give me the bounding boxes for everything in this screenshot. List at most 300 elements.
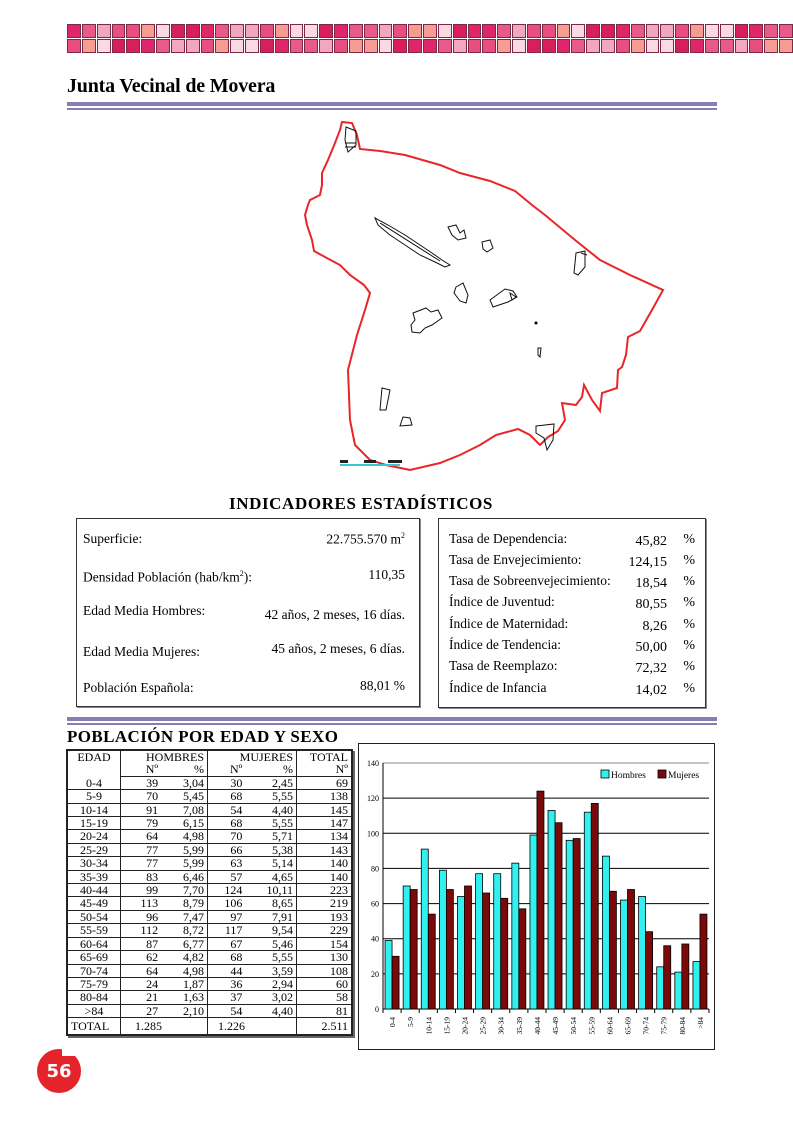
rate-value: 18,54	[635, 576, 667, 591]
cell-total: 134	[297, 830, 353, 843]
x-tick-label: 0-4	[388, 1017, 398, 1027]
cell-mujeres-pct: 5,14	[245, 857, 296, 870]
mosaic-tile	[112, 24, 126, 38]
mosaic-tile	[67, 24, 81, 38]
district-map-svg	[300, 115, 680, 475]
table-header-row	[67, 750, 352, 763]
cell-edad: 15-19	[67, 817, 121, 830]
cell-mujeres-pct: 5,38	[245, 843, 296, 856]
mosaic-tile	[438, 39, 452, 53]
population-table	[66, 749, 353, 1036]
cell-mujeres-pct: 2,45	[245, 776, 296, 789]
cell-total: 145	[297, 803, 353, 816]
cell-hombres-n: 24	[121, 977, 162, 990]
x-tick-label: 10-14	[424, 1017, 434, 1035]
mosaic-tile	[364, 39, 378, 53]
table-row	[67, 776, 352, 789]
bar-mujeres	[682, 944, 689, 1009]
cell-mujeres-n: 68	[208, 790, 246, 803]
cell-mujeres-n: 66	[208, 843, 246, 856]
cell-mujeres-pct: 4,65	[245, 870, 296, 883]
densidad-label: Densidad Población $(hab/km^2)$:	[83, 569, 252, 585]
mosaic-tile	[141, 24, 155, 38]
y-tick-label: 40	[371, 934, 379, 944]
mosaic-tile	[186, 39, 200, 53]
cell-mujeres-pct: 4,40	[245, 1004, 296, 1017]
mosaic-tile	[527, 24, 541, 38]
mosaic-tile	[453, 39, 467, 53]
x-tick-label: 60-64	[605, 1017, 615, 1035]
cell-total: 58	[297, 991, 353, 1004]
cell-edad: 5-9	[67, 790, 121, 803]
cell-total: 219	[297, 897, 353, 910]
mosaic-tile	[631, 24, 645, 38]
cell-hombres-n: 77	[121, 857, 162, 870]
x-tick-label: 70-74	[641, 1017, 651, 1035]
mosaic-tile	[690, 24, 704, 38]
mosaic-tile	[97, 24, 111, 38]
cell-hombres-pct: 4,98	[161, 830, 207, 843]
bar-mujeres	[555, 823, 562, 1009]
cell-hombres-n: 39	[121, 776, 162, 789]
mosaic-tile	[319, 39, 333, 53]
cell-total: 154	[297, 937, 353, 950]
mosaic-tile	[482, 39, 496, 53]
cell-total: 108	[297, 964, 353, 977]
cell-hombres-pct: 8,72	[161, 924, 207, 937]
table-row	[67, 817, 352, 830]
x-tick-label: >84	[695, 1017, 705, 1029]
x-tick-label: 55-59	[587, 1017, 597, 1035]
cell-hombres-n: 27	[121, 1004, 162, 1017]
cell-edad: 55-59	[67, 924, 121, 937]
bar-hombres	[458, 897, 465, 1009]
cell-hombres-n: 79	[121, 817, 162, 830]
header-edad: EDAD	[67, 750, 121, 776]
y-tick-label: 60	[371, 899, 379, 909]
table-row	[67, 843, 352, 856]
cell-mujeres-n: 117	[208, 924, 246, 937]
x-tick-label: 5-9	[406, 1017, 416, 1027]
mosaic-tile	[675, 39, 689, 53]
mosaic-tile	[631, 39, 645, 53]
mosaic-tile	[542, 39, 556, 53]
cell-mujeres-n: 54	[208, 803, 246, 816]
edad-media-hombres-value: 42 años, 2 meses, 16 días.	[264, 607, 405, 622]
mosaic-tile	[230, 24, 244, 38]
cell-total: 223	[297, 884, 353, 897]
cell-edad: 10-14	[67, 803, 121, 816]
mosaic-tile	[126, 24, 140, 38]
cell-edad: 20-24	[67, 830, 121, 843]
cell-edad: 30-34	[67, 857, 121, 870]
cell-hombres-pct: 5,99	[161, 843, 207, 856]
cell-hombres-n: 83	[121, 870, 162, 883]
header-hombres-n: Nº	[121, 763, 162, 776]
cell-hombres-n: 87	[121, 937, 162, 950]
page-title: Junta Vecinal de Movera	[67, 75, 276, 97]
rate-label: Índice de Tendencia:	[449, 637, 562, 652]
rate-unit: %	[683, 532, 695, 547]
rate-unit: %	[683, 617, 695, 632]
bar-mujeres	[700, 914, 707, 1009]
rate-value: 72,32	[635, 661, 667, 676]
table-row	[67, 790, 352, 803]
mosaic-tile	[735, 39, 749, 53]
cell-hombres-n: 112	[121, 924, 162, 937]
mosaic-tile	[260, 24, 274, 38]
bar-mujeres	[609, 891, 616, 1009]
district-boundary	[305, 122, 663, 470]
cell-edad: 25-29	[67, 843, 121, 856]
header-total-n: Nº	[297, 763, 353, 776]
legend-swatch-hombres	[601, 770, 609, 778]
mosaic-tile	[275, 24, 289, 38]
mosaic-tile	[660, 24, 674, 38]
densidad-value: 110,35	[368, 567, 405, 582]
cell-mujeres-n: 57	[208, 870, 246, 883]
cell-total: 140	[297, 870, 353, 883]
header-hombres-pct: %	[161, 763, 207, 776]
cell-edad: 45-49	[67, 897, 121, 910]
bar-hombres	[530, 835, 537, 1009]
total-label: TOTAL	[67, 1018, 121, 1036]
cell-mujeres-pct: 3,59	[245, 964, 296, 977]
mosaic-tile	[453, 24, 467, 38]
header-mujeres-n: Nº	[208, 763, 246, 776]
cell-mujeres-pct: 7,91	[245, 910, 296, 923]
mosaic-tile	[408, 39, 422, 53]
mosaic-tile	[705, 39, 719, 53]
indicators-rates-box	[438, 518, 706, 708]
mosaic-tile	[304, 24, 318, 38]
bar-mujeres	[519, 909, 526, 1009]
bar-hombres	[476, 874, 483, 1009]
mosaic-tile	[646, 24, 660, 38]
superficie-value: 22.755.570 $m^2$	[326, 531, 405, 547]
rate-unit: %	[683, 595, 695, 610]
cell-hombres-n: 64	[121, 964, 162, 977]
bar-mujeres	[591, 803, 598, 1009]
bar-mujeres	[465, 886, 472, 1009]
mosaic-tile	[230, 39, 244, 53]
bar-mujeres	[483, 893, 490, 1009]
cell-total: 81	[297, 1004, 353, 1017]
bar-hombres	[566, 840, 573, 1009]
cell-hombres-n: 99	[121, 884, 162, 897]
mosaic-tile	[690, 39, 704, 53]
indicators-general-box	[76, 518, 420, 707]
mosaic-tile	[779, 24, 793, 38]
edad-media-hombres-label: Edad Media Hombres:	[83, 603, 206, 618]
mosaic-tile	[156, 24, 170, 38]
table-row	[67, 1004, 352, 1017]
mosaic-tile	[779, 39, 793, 53]
mosaic-tile	[616, 39, 630, 53]
mosaic-tile	[334, 24, 348, 38]
legend-label-mujeres: Mujeres	[668, 771, 700, 781]
rate-value: 14,02	[635, 683, 667, 698]
bar-mujeres	[646, 932, 653, 1009]
cell-hombres-pct: 7,08	[161, 803, 207, 816]
rate-label: Tasa de Sobreenvejecimiento:	[449, 573, 611, 588]
cell-mujeres-pct: 5,71	[245, 830, 296, 843]
cell-mujeres-n: 30	[208, 776, 246, 789]
table-row	[67, 977, 352, 990]
mosaic-tile	[319, 24, 333, 38]
cell-total: 143	[297, 843, 353, 856]
x-tick-label: 30-34	[496, 1017, 506, 1035]
indicators-title: INDICADORES ESTADÍSTICOS	[229, 494, 493, 513]
total-total: 2.511	[297, 1018, 353, 1036]
mosaic-tile	[675, 24, 689, 38]
mosaic-tile	[97, 39, 111, 53]
x-tick-label: 50-54	[569, 1017, 579, 1035]
mosaic-tile	[393, 24, 407, 38]
table-row	[67, 937, 352, 950]
mosaic-tile	[571, 24, 585, 38]
cell-total: 60	[297, 977, 353, 990]
mosaic-tile	[586, 39, 600, 53]
mosaic-tile	[542, 24, 556, 38]
x-tick-label: 20-24	[460, 1017, 470, 1035]
header-mosaic-banner	[67, 24, 793, 53]
header-total: TOTAL	[297, 750, 353, 763]
mosaic-tile	[749, 39, 763, 53]
table-row	[67, 803, 352, 816]
bar-hombres	[421, 849, 428, 1009]
cell-mujeres-n: 68	[208, 951, 246, 964]
bar-mujeres	[501, 898, 508, 1009]
mosaic-tile	[423, 39, 437, 53]
mosaic-tile	[82, 39, 96, 53]
cell-mujeres-pct: 5,55	[245, 790, 296, 803]
cell-edad: 80-84	[67, 991, 121, 1004]
mosaic-tile	[468, 24, 482, 38]
cell-edad: 70-74	[67, 964, 121, 977]
rate-unit: %	[683, 659, 695, 674]
bar-hombres	[675, 972, 682, 1009]
bar-hombres	[494, 874, 501, 1009]
cell-hombres-pct: 3,04	[161, 776, 207, 789]
mosaic-tile	[735, 24, 749, 38]
mosaic-tile	[601, 24, 615, 38]
chart-svg	[359, 744, 714, 1049]
x-tick-label: 25-29	[478, 1017, 488, 1035]
bar-hombres	[584, 812, 591, 1009]
mosaic-tile	[215, 39, 229, 53]
title-divider-thin	[67, 108, 717, 110]
mosaic-tile	[245, 24, 259, 38]
table-row	[67, 857, 352, 870]
header-mujeres-pct: %	[245, 763, 296, 776]
cell-total: 140	[297, 857, 353, 870]
cell-edad: 0-4	[67, 776, 121, 789]
bar-mujeres	[392, 956, 399, 1009]
bar-hombres	[602, 856, 609, 1009]
rate-unit: %	[683, 681, 695, 696]
cell-mujeres-pct: 8,65	[245, 897, 296, 910]
mosaic-tile	[497, 24, 511, 38]
mosaic-tile	[423, 24, 437, 38]
section-divider-thin	[67, 723, 717, 725]
rate-value: 124,15	[628, 555, 667, 570]
bar-hombres	[385, 940, 392, 1009]
cell-mujeres-n: 70	[208, 830, 246, 843]
y-tick-label: 20	[371, 969, 379, 979]
bar-hombres	[693, 962, 700, 1009]
mosaic-tile	[245, 39, 259, 53]
bar-mujeres	[428, 914, 435, 1009]
mosaic-tile	[482, 24, 496, 38]
cell-mujeres-n: 37	[208, 991, 246, 1004]
cell-total: 193	[297, 910, 353, 923]
poblacion-espanola-label: Población Española:	[83, 680, 194, 695]
cell-edad: 35-39	[67, 870, 121, 883]
cell-hombres-n: 91	[121, 803, 162, 816]
table-total-row	[67, 1018, 352, 1036]
mosaic-tile	[349, 39, 363, 53]
mosaic-tile	[290, 24, 304, 38]
rate-unit: %	[683, 574, 695, 589]
cell-hombres-pct: 1,87	[161, 977, 207, 990]
cell-total: 147	[297, 817, 353, 830]
cell-hombres-pct: 6,15	[161, 817, 207, 830]
bar-hombres	[548, 810, 555, 1009]
cell-edad: 50-54	[67, 910, 121, 923]
mosaic-tile	[379, 24, 393, 38]
mosaic-tile	[141, 39, 155, 53]
mosaic-tile	[67, 39, 81, 53]
rate-value: 50,00	[635, 640, 667, 655]
table-row	[67, 830, 352, 843]
table-row	[67, 951, 352, 964]
table-row	[67, 884, 352, 897]
mosaic-tile	[438, 24, 452, 38]
map-point-marker	[535, 322, 538, 325]
section-divider-thick	[67, 717, 717, 721]
bar-mujeres	[664, 946, 671, 1009]
mosaic-tile	[586, 24, 600, 38]
scale-bar	[340, 460, 402, 465]
cell-mujeres-pct: 3,02	[245, 991, 296, 1004]
header-hombres: HOMBRES	[121, 750, 208, 763]
cell-hombres-pct: 2,10	[161, 1004, 207, 1017]
mosaic-tile	[290, 39, 304, 53]
y-tick-label: 120	[367, 794, 379, 804]
mosaic-tile	[616, 24, 630, 38]
rate-unit: %	[683, 638, 695, 653]
cell-mujeres-n: 124	[208, 884, 246, 897]
cell-hombres-pct: 5,99	[161, 857, 207, 870]
edad-media-mujeres-value: 45 años, 2 meses, 6 días.	[271, 641, 405, 656]
population-title: POBLACIÓN POR EDAD Y SEXO	[67, 727, 339, 746]
cell-hombres-pct: 6,46	[161, 870, 207, 883]
y-tick-label: 140	[367, 759, 379, 768]
table-row	[67, 991, 352, 1004]
mosaic-tile	[126, 39, 140, 53]
cell-mujeres-n: 36	[208, 977, 246, 990]
mosaic-tile	[171, 39, 185, 53]
cell-total: 69	[297, 776, 353, 789]
x-tick-label: 65-69	[623, 1017, 633, 1035]
bar-mujeres	[537, 791, 544, 1009]
mosaic-tile	[527, 39, 541, 53]
table-row	[67, 897, 352, 910]
rate-label: Índice de Juventud:	[449, 594, 555, 609]
edad-media-mujeres-label: Edad Media Mujeres:	[83, 644, 200, 659]
rate-label: Tasa de Dependencia:	[449, 531, 568, 546]
cell-hombres-n: 64	[121, 830, 162, 843]
mosaic-tile	[408, 24, 422, 38]
mosaic-tile	[468, 39, 482, 53]
cell-mujeres-pct: 9,54	[245, 924, 296, 937]
cell-mujeres-n: 106	[208, 897, 246, 910]
mosaic-tile	[171, 24, 185, 38]
cell-total: 130	[297, 951, 353, 964]
population-bar-chart	[358, 743, 715, 1050]
cell-hombres-n: 96	[121, 910, 162, 923]
mosaic-tile	[112, 39, 126, 53]
bar-hombres	[621, 900, 628, 1009]
mosaic-tile	[720, 39, 734, 53]
bar-mujeres	[446, 890, 453, 1009]
cell-mujeres-n: 54	[208, 1004, 246, 1017]
cell-mujeres-pct: 4,40	[245, 803, 296, 816]
mosaic-tile	[764, 39, 778, 53]
cell-mujeres-pct: 2,94	[245, 977, 296, 990]
mosaic-tile	[571, 39, 585, 53]
header-mujeres: MUJERES	[208, 750, 297, 763]
cell-edad: 75-79	[67, 977, 121, 990]
mosaic-tile	[304, 39, 318, 53]
table-row	[67, 910, 352, 923]
bar-mujeres	[410, 890, 417, 1009]
cell-mujeres-pct: 5,46	[245, 937, 296, 950]
mosaic-tile	[601, 39, 615, 53]
cell-edad: >84	[67, 1004, 121, 1017]
mosaic-tile	[393, 39, 407, 53]
cell-mujeres-n: 97	[208, 910, 246, 923]
rate-value: 8,26	[642, 619, 667, 634]
mosaic-tile	[557, 39, 571, 53]
cell-hombres-pct: 4,98	[161, 964, 207, 977]
cell-hombres-pct: 7,70	[161, 884, 207, 897]
cell-mujeres-n: 63	[208, 857, 246, 870]
mosaic-tile	[557, 24, 571, 38]
cell-mujeres-n: 44	[208, 964, 246, 977]
cell-mujeres-pct: 5,55	[245, 817, 296, 830]
mosaic-tile	[186, 24, 200, 38]
cell-mujeres-n: 67	[208, 937, 246, 950]
bar-hombres	[512, 863, 519, 1009]
x-tick-label: 45-49	[551, 1017, 561, 1035]
mosaic-tile	[260, 39, 274, 53]
district-map	[300, 115, 680, 475]
mosaic-tile	[512, 39, 526, 53]
title-divider-thick	[67, 102, 717, 106]
bar-hombres	[639, 897, 646, 1009]
mosaic-tile	[379, 39, 393, 53]
mosaic-tile	[334, 39, 348, 53]
mosaic-tile	[764, 24, 778, 38]
cell-hombres-pct: 7,47	[161, 910, 207, 923]
x-tick-label: 75-79	[659, 1017, 669, 1035]
cell-mujeres-pct: 10,11	[245, 884, 296, 897]
mosaic-tile	[201, 24, 215, 38]
bar-hombres	[657, 967, 664, 1009]
x-tick-label: 40-44	[532, 1017, 542, 1035]
